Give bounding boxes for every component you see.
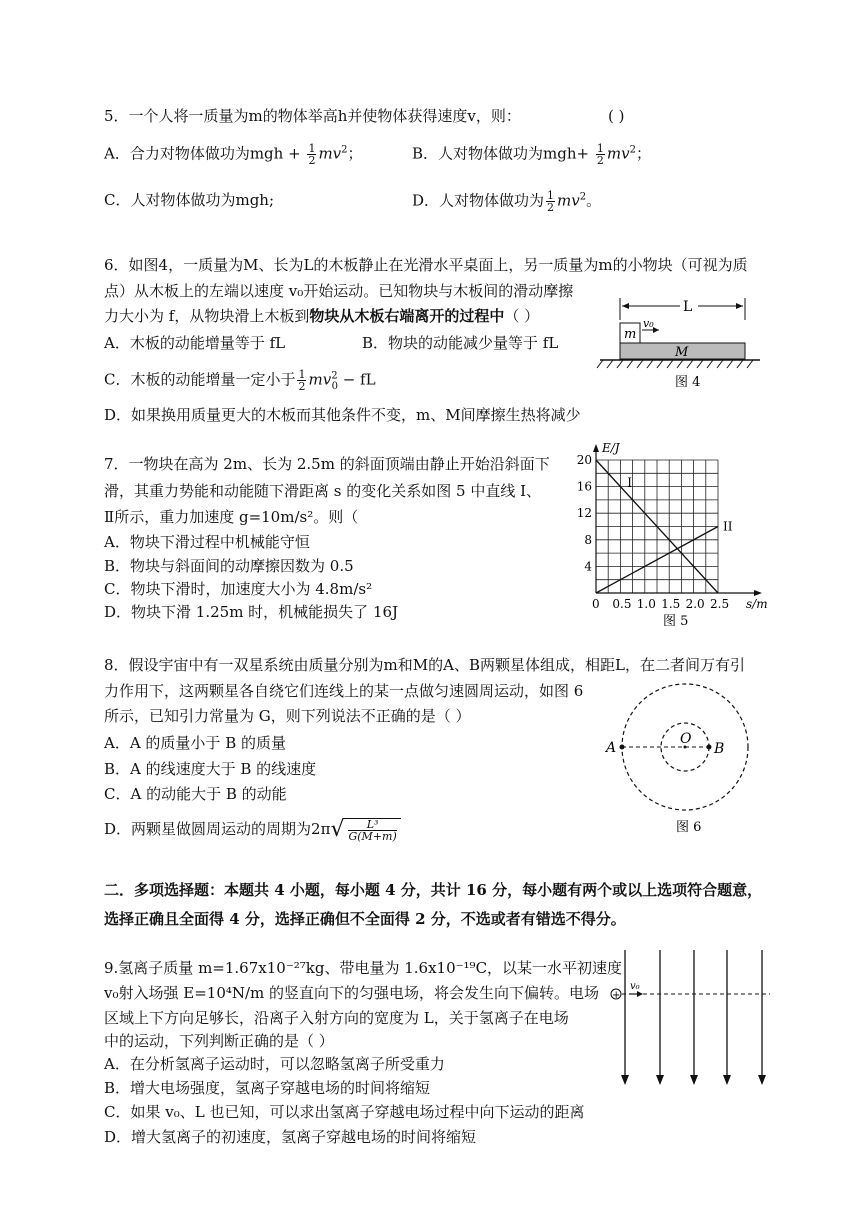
y-tick-label: 8 <box>584 532 592 547</box>
figure-6-binary-star <box>598 675 768 840</box>
chart-ylabel: E/J <box>602 441 620 455</box>
q7-option-b: B．物块与斜面间的动摩擦因数为 0.5 <box>104 557 354 575</box>
chart-caption: 图 5 <box>663 614 689 626</box>
q7-option-d: D．物块下滑 1.25m 时，机械能损失了 16J <box>104 603 399 621</box>
q8-option-c: C．A 的动能大于 B 的动能 <box>104 785 287 803</box>
label-L: L <box>683 299 693 315</box>
figure-electric-field <box>605 945 775 1090</box>
q6-option-a: A．木板的动能增量等于 fL <box>104 334 286 352</box>
figure-5-energy-chart <box>568 436 768 626</box>
label-plus: + <box>612 990 621 1001</box>
q5-answer-paren: ( ) <box>608 107 625 125</box>
x-tick-label: 2.5 <box>710 597 730 611</box>
figure-4-board-block <box>595 290 765 395</box>
q8-option-a: A．A 的质量小于 B 的质量 <box>104 734 286 752</box>
fraction-half: $\frac{1}{2}$ <box>308 142 316 167</box>
q5-stem: 5．一个人将一质量为m的物体举高h并使物体获得速度v，则： <box>104 107 521 125</box>
label-O: O <box>680 731 692 747</box>
label-v0: v₀ <box>630 981 640 992</box>
radical: √ $\frac{\text{L³}}{G(M+m)}$ <box>330 818 400 842</box>
series-label-II: II <box>723 519 733 534</box>
label-A: A <box>606 740 617 756</box>
q6-option-b: B．物块的动能减少量等于 fL <box>362 334 559 352</box>
y-axis-arrow <box>593 444 599 452</box>
q8-option-b: B．A 的线速度大于 B 的线速度 <box>104 760 317 778</box>
fraction-half: $\frac{1}{2}$ <box>596 142 604 167</box>
q6-line2: 点）从木板上的左端以速度 v₀开始运动。已知物块与木板间的滑动摩擦 <box>104 282 574 300</box>
q9-line4: 中的运动，下列判断正确的是（ ） <box>104 1032 334 1050</box>
caption-fig6: 图 6 <box>676 820 702 835</box>
series-label-I: I <box>627 475 633 490</box>
x-tick-label: 0 <box>592 597 600 611</box>
q9-option-c: C．如果 v₀、L 也已知，可以求出氢离子穿越电场过程中向下运动的距离 <box>104 1103 585 1121</box>
q6-line1: 6．如图4，一质量为M、长为L的木板静止在光滑水平桌面上，另一质量为m的小物块（可视为质 <box>104 256 748 274</box>
y-tick-label: 4 <box>584 559 592 574</box>
q5-option-c: C．人对物体做功为mgh; <box>104 191 275 209</box>
x-tick-label: 0.5 <box>612 597 632 611</box>
label-M: M <box>675 345 689 360</box>
y-tick-label: 20 <box>576 453 592 467</box>
chart-xlabel: s/m <box>746 597 768 611</box>
q7-option-c: C．物块下滑时，加速度大小为 4.8m/s² <box>104 580 373 598</box>
q8-line1: 8．假设宇宙中有一双星系统由质量分别为m和M的A、B两颗星体组成，相距L，在二者间万有引 <box>104 656 745 674</box>
section2-line2: 选择正确且全面得 4 分，选择正确但不全面得 2 分，不选或者有错选不得分。 <box>104 910 626 928</box>
q6-option-c: C．木板的动能增量一定小于 $\frac{1}{2}$ $mv^2_0$ − fL <box>104 368 376 393</box>
q7-option-a: A．物块下滑过程中机械能守恒 <box>104 533 310 551</box>
q9-line1: 9.氢离子质量 m=1.67x10⁻²⁷kg、带电量为 1.6x10⁻¹⁹C，以某一水平初速度 <box>104 959 623 977</box>
label-B: B <box>714 741 725 757</box>
q7-line3: Ⅱ所示，重力加速度 g=10m/s²。则（ <box>104 508 359 526</box>
q8-option-d: D．两颗星做圆周运动的周期为2π√ $\frac{\text{L³}}{G(M+m)}$ <box>104 818 401 842</box>
section2-line1: 二．多项选择题：本题共 4 小题，每小题 4 分，共计 16 分，每小题有两个或以上选项符合题意， <box>104 881 763 899</box>
chart-axes <box>593 444 762 596</box>
q9-line3: 区域上下方向足够长，沿离子入射方向的宽度为 L，关于氢离子在电场 <box>104 1009 569 1027</box>
q8-line3: 所示，已知引力常量为 G，则下列说法不正确的是（ ） <box>104 707 471 725</box>
q6-option-d: D．如果换用质量更大的木板而其他条件不变，m、M间摩擦生热将减少 <box>104 406 581 424</box>
fraction-half: $\frac{1}{2}$ <box>547 189 555 214</box>
x-tick-label: 1.5 <box>661 597 681 611</box>
chart-ticks <box>577 453 729 611</box>
q5-option-b: B．人对物体做功为mgh+ $\frac{1}{2}$ $mv^2$； <box>412 142 651 167</box>
label-m: m <box>624 327 637 342</box>
q9-option-a: A．在分析氢离子运动时，可以忽略氢离子所受重力 <box>104 1055 445 1073</box>
x-axis-arrow <box>754 590 762 596</box>
q6-line3: 力大小为 f，从物块滑上木板到物块从木板右端离开的过程中（ ） <box>104 307 540 325</box>
q7-line2: 滑，其重力势能和动能随下滑距离 s 的变化关系如图 5 中直线 Ⅰ、 <box>104 482 542 500</box>
q7-line1: 7．一物块在高为 2m、长为 2.5m 的斜面顶端由静止开始沿斜面下 <box>104 455 550 473</box>
x-tick-label: 1.0 <box>636 597 656 611</box>
y-tick-label: 12 <box>576 506 592 521</box>
q8-line2: 力作用下，这两颗星各自绕它们连线上的某一点做匀速圆周运动，如图 6 <box>104 682 584 700</box>
q9-option-b: B．增大电场强度，氢离子穿越电场的时间将缩短 <box>104 1079 431 1097</box>
label-v0: v₀ <box>643 317 654 330</box>
q9-line2: v₀射入场强 E=10⁴N/m 的竖直向下的匀强电场，将会发生向下偏转。电场 <box>104 984 600 1002</box>
caption-fig4: 图 4 <box>675 375 701 390</box>
q5-option-d: D．人对物体做功为 $\frac{1}{2}$ $mv^2$。 <box>412 189 602 214</box>
y-tick-label: 16 <box>576 479 592 494</box>
q9-option-d: D．增大氢离子的初速度，氢离子穿越电场的时间将缩短 <box>104 1128 477 1146</box>
q5-option-a: A．合力对物体做功为mgh + $\frac{1}{2}$ $mv^2$； <box>104 142 363 167</box>
fraction-half: $\frac{1}{2}$ <box>298 368 306 393</box>
x-tick-label: 2.0 <box>685 597 705 611</box>
